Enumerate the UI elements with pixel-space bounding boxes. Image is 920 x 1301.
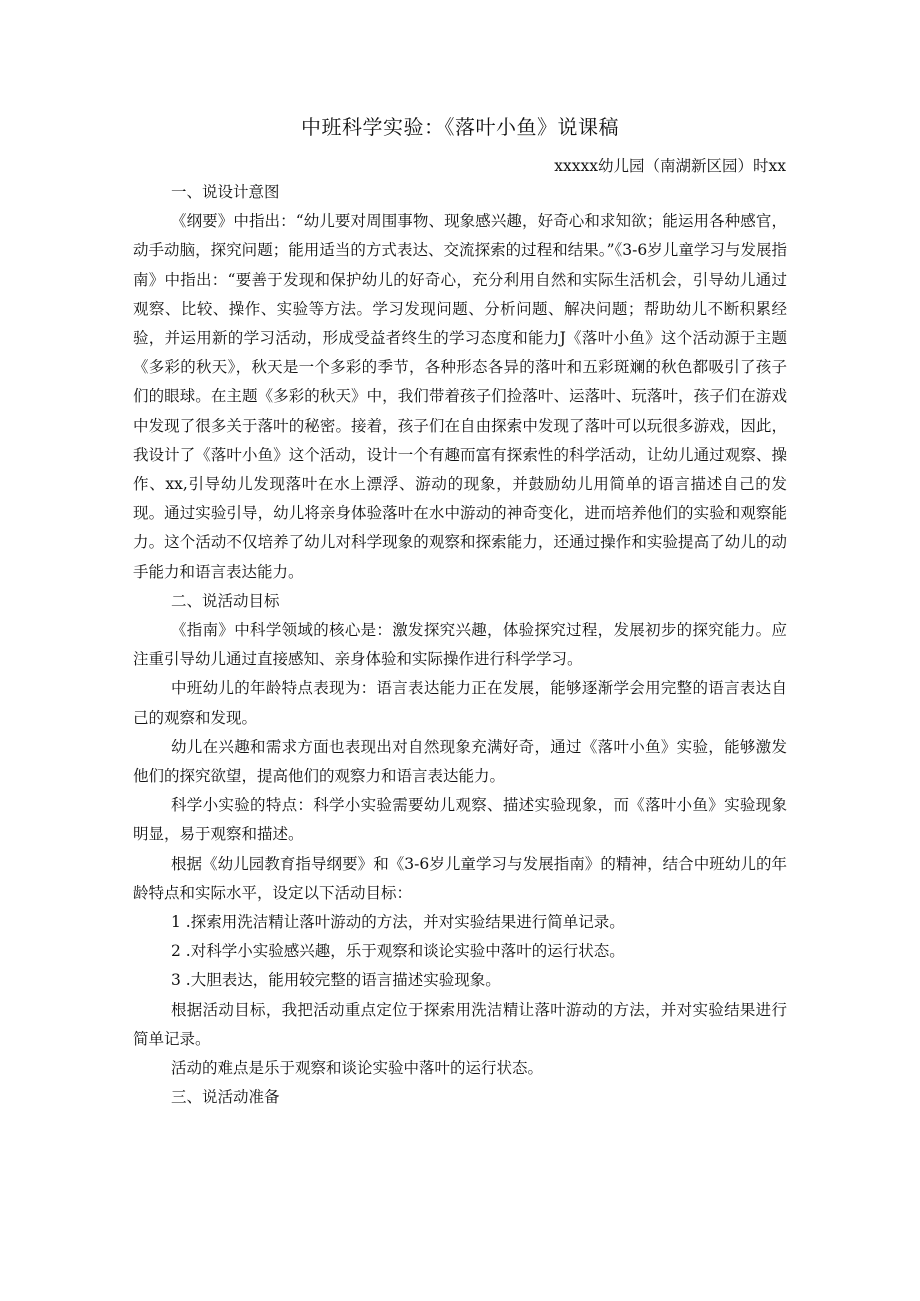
goal-item: 3 .大胆表达，能用较完整的语言描述实验现象。 <box>171 971 501 990</box>
paragraph: 根据活动目标，我把活动重点定位于探索用洗洁精让落叶游动的方法，并对实验结果进行简单记录。 <box>133 1000 787 1048</box>
paragraph: 中班幼儿的年龄特点表现为：语言表达能力正在发展，能够逐渐学会用完整的语言表达自己的观察和发现。 <box>133 679 787 727</box>
author-line: xxxxx幼儿园（南湖新区园）时xx <box>554 157 786 175</box>
goal-item: 2 .对科学小实验感兴趣，乐于观察和谈论实验中落叶的运行状态。 <box>171 942 625 961</box>
paragraph: 科学小实验的特点：科学小实验需要幼儿观察、描述实验现象，而《落叶小鱼》实验现象明显，易于观察和描述。 <box>133 796 787 844</box>
paragraph: 幼儿在兴趣和需求方面也表现出对自然现象充满好奇，通过《落叶小鱼》实验，能够激发他们的探究欲望，提高他们的观察力和语言表达能力。 <box>133 737 787 786</box>
paragraph: 根据《幼儿园教育指导纲要》和《3-6岁儿童学习与发展指南》的精神，结合中班幼儿的年龄特点和实际水平，设定以下活动目标： <box>133 854 787 902</box>
paragraph: 《纲要》中指出：“幼儿要对周围事物、现象感兴趣，好奇心和求知欲；能运用各种感官，动手动脑，探究问题；能用适当的方式表达、交流探索的过程和结果。”《3-6岁儿童学习与发展指南》中指出：“要善于发现和保护幼儿的好奇心，充分利用自然和实际生活机会，引导幼儿通过观察、比较、操作、实验等方法。学习发现问题、分析问题、解决问题；帮助幼儿不断积累经验，并运用新的学习活动，形成受益者终生的学习态度和能力J《落叶小鱼》这个活动源于主题《多彩的秋天》，秋天是一个多彩的季节，各种形态各异的落叶和五彩斑斓的秋色都吸引了孩子们的眼球。在主题《多彩的秋天》中，我们带着孩子们捡落叶、运落叶、玩落叶，孩子们在游戏中发现了很多关于落叶的秘密。接着，孩子们在自由探索中发现了落叶可以玩很多游戏，因此，我设计了《落叶小鱼》这个活动，设计一个有趣而富有探索性的科学活动，让幼儿通过观察、操作、xx,引导幼儿发现落叶在水上漂浮、游动的现象，并鼓励幼儿用简单的语言描述自己的发现。通过实验引导，幼儿将亲身体验落叶在水中游动的神奇变化，进而培养他们的实验和观察能力。这个活动不仅培养了幼儿对科学现象的观察和探索能力，还通过操作和实验提高了幼儿的动手能力和语言表达能力。 <box>133 212 787 581</box>
section-heading-activity-goals: 二、说活动目标 <box>171 591 280 610</box>
goal-item: 1 .探索用洗洁精让落叶游动的方法，并对实验结果进行简单记录。 <box>171 913 625 932</box>
paragraph: 活动的难点是乐于观察和谈论实验中落叶的运行状态。 <box>171 1059 544 1078</box>
document-title: 中班科学实验：《落叶小鱼》说课稿 <box>301 115 619 139</box>
section-heading-activity-preparation: 三、说活动准备 <box>171 1088 280 1107</box>
paragraph: 《指南》中科学领域的核心是：激发探究兴趣，体验探究过程，发展初步的探究能力。应注重引导幼儿通过直接感知、亲身体验和实际操作进行科学学习。 <box>133 621 787 669</box>
document-body <box>133 178 787 1113</box>
section-heading-design-intent: 一、说设计意图 <box>171 183 280 201</box>
